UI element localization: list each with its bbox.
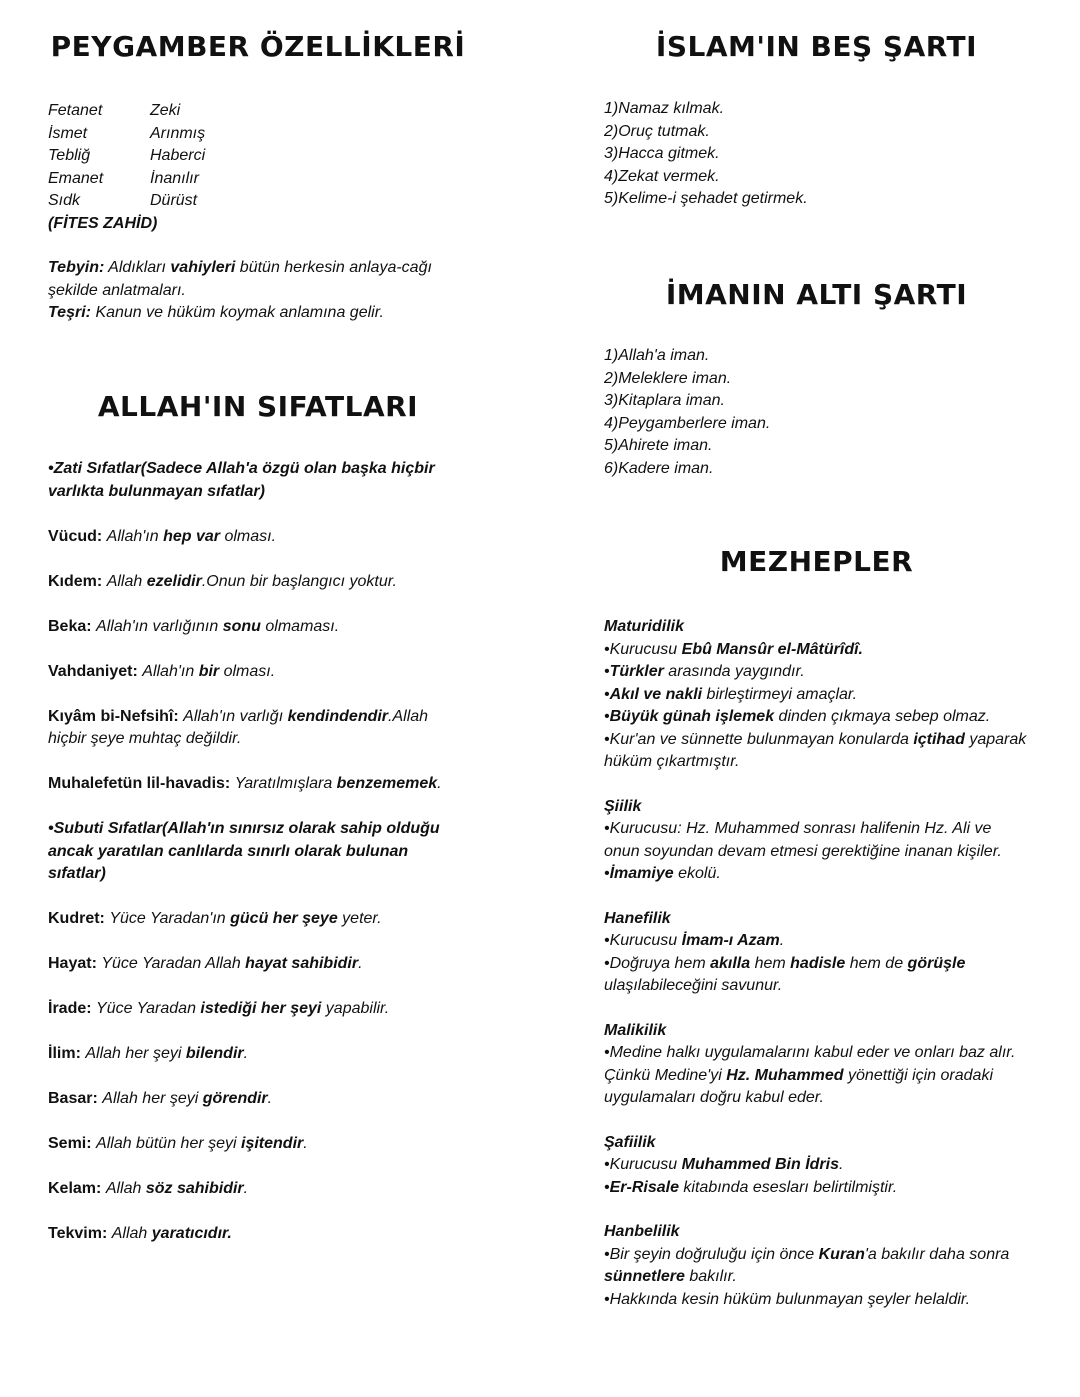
mezhep-name: Malikilik — [604, 1021, 667, 1039]
peygamber-pairs — [48, 100, 468, 213]
body-text: . — [243, 1180, 249, 1197]
emphasis-text: Büyük günah işlemek — [609, 708, 775, 725]
emphasis-text: benzememek — [336, 775, 438, 792]
sifat-item — [48, 953, 468, 976]
emphasis-text: görüşle — [907, 954, 966, 972]
quality-meaning: Zeki — [150, 102, 181, 119]
emphasis-text: sonu — [222, 617, 261, 635]
quality-name: Tebliğ — [48, 147, 91, 164]
emphasis-text: istediği her şeyi — [200, 1000, 322, 1017]
emphasis-text: Akıl ve nakli — [609, 685, 703, 703]
peygamber-title: PEYGAMBER ÖZELLİKLERİ — [50, 30, 466, 63]
list-item: 4)Peygamberlere iman. — [604, 414, 771, 432]
sifat-desc — [106, 1180, 248, 1197]
body-text: .Allah hiçbir şeye muhtaç değildir. — [48, 707, 429, 747]
quality-name: Emanet — [48, 169, 104, 187]
body-text: Allah — [111, 1225, 152, 1242]
sifat-term: İlim: — [48, 1045, 81, 1062]
body-text: . — [358, 955, 363, 972]
body-text: birleştirmeyi amaçlar. — [702, 685, 858, 703]
sifat-item — [48, 1178, 468, 1201]
quality-meaning: Dürüst — [150, 192, 198, 209]
mezhep-line — [604, 706, 1029, 729]
emphasis-text: hayat sahibidir — [245, 955, 359, 972]
list-item: 4)Zekat vermek. — [604, 167, 720, 185]
mezhep-line — [604, 639, 1029, 662]
body-text: Allah'ın — [106, 527, 164, 545]
emphasis-text: Muhammed Bin İdris — [681, 1156, 839, 1173]
body-text: . — [303, 1135, 308, 1152]
mezhep-section — [604, 908, 1029, 998]
quality-meaning: İnanılır — [150, 169, 199, 187]
sifat-desc — [96, 1000, 389, 1017]
sifat-term: Vücud: — [48, 527, 103, 545]
mezhep-name: Hanefilik — [604, 909, 671, 927]
body-text: Allah bütün her şeyi — [96, 1135, 242, 1152]
mezhep-line — [604, 684, 1029, 707]
body-text: olmaması. — [260, 617, 340, 635]
sifat-term: Kelam: — [48, 1180, 102, 1197]
sifat-desc — [101, 955, 362, 972]
body-text: • — [604, 1178, 610, 1196]
list-item: 1)Allah'a iman. — [604, 347, 710, 364]
body-text: •Kurucusu — [604, 1156, 682, 1173]
body-text: Allah her şeyi — [102, 1090, 203, 1107]
subuti-heading: •Subuti Sıfatlar(Allah'ın sınırsız olarak sahip olduğu ancak yaratılan canlılarda sınırlı olarak bulunan sıfatlar) — [48, 820, 440, 882]
mezhep-line — [604, 729, 1029, 774]
sifat-desc — [235, 775, 442, 792]
sifat-term: Kıyâm bi-Nefsihî: — [48, 707, 179, 725]
body-text: •Kurucusu: Hz. Muhammed sonrası halifenin Hz. Ali ve onun soyundan devam etmesi gerektiğine inanan kişiler. — [604, 820, 1002, 860]
mezhep-name: Şiilik — [604, 797, 642, 815]
body-text: ekolü. — [673, 865, 721, 882]
quality-name: Fetanet — [48, 102, 103, 119]
mezhep-line — [604, 930, 1029, 953]
sifat-item — [48, 526, 468, 549]
emphasis-text: Türkler — [609, 663, 664, 680]
sifat-item — [48, 661, 468, 684]
subuti-list — [48, 908, 468, 1246]
mezhep-name: Şafiilik — [604, 1133, 656, 1151]
emphasis-text: bilendir — [185, 1045, 244, 1062]
iman-title: İMANIN ALTI ŞARTI — [665, 278, 968, 311]
sifat-desc — [85, 1045, 248, 1062]
mezhep-line — [604, 661, 1029, 684]
emphasis-text: hadisle — [790, 954, 846, 972]
mezhep-name: Hanbelilik — [604, 1223, 680, 1240]
sifatlar-block — [48, 458, 468, 1268]
body-text: • — [604, 685, 610, 703]
list-item: 3)Hacca gitmek. — [604, 145, 720, 162]
mezhep-section — [604, 796, 1029, 886]
body-text: bakılır. — [684, 1268, 737, 1285]
body-text: •Hakkında kesin hüküm bulunmayan şeyler helaldir. — [604, 1290, 971, 1308]
emphasis-text: kendindendir — [287, 707, 389, 725]
sifat-desc — [96, 618, 339, 635]
body-text: olması. — [219, 662, 276, 680]
emphasis-text: sünnetlere — [604, 1268, 685, 1285]
body-text: Allah'ın — [142, 662, 199, 680]
tesri: Teşri: Kanun ve hüküm koymak anlamına gelir. — [48, 304, 384, 321]
sifat-desc — [109, 910, 381, 927]
sifat-term: Tekvim: — [48, 1225, 108, 1242]
sifat-item — [48, 571, 468, 594]
sifat-term: Basar: — [48, 1090, 98, 1107]
mezhep-name: Maturidilik — [604, 618, 685, 635]
body-text: Allah — [106, 572, 147, 590]
sifat-term: Muhalefetün lil-havadis: — [48, 775, 231, 792]
list-item: 5)Kelime-i şehadet getirmek. — [604, 190, 808, 207]
mezhep-line — [604, 953, 1029, 998]
sifat-term: Vahdaniyet: — [48, 662, 138, 680]
body-text: .Onun bir başlangıcı yoktur. — [201, 572, 397, 590]
emphasis-text: hep var — [163, 527, 221, 545]
body-text: •Kurucusu — [604, 640, 682, 658]
sifat-desc — [142, 663, 275, 680]
sifat-item — [48, 1133, 468, 1156]
zati-heading: •Zati Sıfatlar(Sadece Allah'a özgü olan başka hiçbir varlıkta bulunmayan sıfatlar) — [48, 460, 435, 500]
body-text: •Kur'an ve sünnette bulunmayan konularda — [604, 730, 914, 748]
body-text: . — [243, 1045, 249, 1062]
body-text: hem — [750, 954, 791, 972]
emphasis-text: Hz. Muhammed — [726, 1066, 844, 1084]
zati-list — [48, 526, 468, 796]
body-text: Yaratılmışlara — [234, 775, 337, 792]
body-text: Yüce Yaradan Allah — [101, 955, 246, 972]
islam-list — [604, 98, 1029, 211]
list-item: 2)Meleklere iman. — [604, 369, 732, 387]
emphasis-text: gücü her şeye — [230, 910, 338, 927]
body-text: Yüce Yaradan'ın — [109, 910, 231, 927]
mezhep-line — [604, 1289, 1029, 1312]
emphasis-text: Kuran — [818, 1245, 865, 1263]
emphasis-text: işitendir — [241, 1135, 304, 1152]
peygamber-block — [48, 100, 468, 325]
list-item: 3)Kitaplara iman. — [604, 392, 725, 409]
mezhep-line — [604, 818, 1029, 863]
body-text: yeter. — [337, 910, 382, 927]
emphasis-text: içtihad — [913, 730, 965, 748]
body-text: . — [779, 932, 785, 949]
body-text: yapabilir. — [321, 1000, 390, 1017]
quality-name: İsmet — [48, 124, 88, 142]
body-text: Allah her şeyi — [85, 1045, 186, 1062]
quality-meaning: Arınmış — [150, 124, 206, 142]
mezhep-section — [604, 616, 1029, 774]
body-text: Allah'ın varlığı — [183, 707, 288, 725]
emphasis-text: söz sahibidir — [145, 1180, 244, 1197]
body-text: 'a bakılır daha sonra — [864, 1245, 1010, 1263]
body-text: dinden çıkmaya sebep olmaz. — [774, 708, 991, 725]
emphasis-text: yaratıcıdır. — [151, 1225, 232, 1242]
sifat-desc — [107, 528, 276, 545]
list-item: 2)Oruç tutmak. — [604, 122, 710, 140]
sifat-desc — [102, 1090, 272, 1107]
list-item: 1)Namaz kılmak. — [604, 100, 725, 117]
mezhep-line — [604, 1042, 1029, 1110]
emphasis-text: akılla — [710, 954, 751, 972]
list-item: 5)Ahirete iman. — [604, 437, 713, 454]
body-text: olması. — [220, 527, 277, 545]
quality-name: Sıdk — [48, 192, 81, 209]
body-text: hem de — [845, 954, 908, 972]
mezhep-list — [604, 616, 1029, 1333]
mezhepler-title: MEZHEPLER — [719, 545, 914, 578]
body-text: ulaşılabileceğini savunur. — [604, 977, 783, 994]
sifat-item — [48, 616, 468, 639]
islam-title: İSLAM'IN BEŞ ŞARTI — [655, 30, 978, 63]
mezhep-section — [604, 1221, 1029, 1311]
quality-meaning: Haberci — [150, 147, 206, 164]
emphasis-text: bir — [198, 662, 220, 680]
sifat-term: İrade: — [48, 1000, 92, 1017]
sifatlar-title: ALLAH'IN SIFATLARI — [97, 390, 419, 423]
acronym: (FİTES ZAHİD) — [48, 214, 158, 232]
sifat-desc — [112, 1225, 232, 1242]
sifat-term: Kıdem: — [48, 572, 103, 590]
body-text: . — [267, 1090, 273, 1107]
sifat-term: Kudret: — [48, 910, 105, 927]
body-text: •Kurucusu — [604, 932, 682, 949]
body-text: •Medine halkı uygulamalarını kabul eder ve onları baz alır. Çünkü Medine'yi — [604, 1044, 1016, 1084]
iman-list — [604, 345, 1029, 480]
sifat-item — [48, 1043, 468, 1066]
mezhep-line — [604, 1154, 1029, 1177]
body-text: Allah — [105, 1180, 146, 1197]
mezhep-line — [604, 863, 1029, 886]
body-text: • — [604, 865, 610, 882]
sifat-item — [48, 908, 468, 931]
emphasis-text: İmamiye — [609, 865, 674, 882]
body-text: • — [604, 663, 610, 680]
body-text: arasında yaygındır. — [663, 663, 805, 680]
emphasis-text: görendir — [202, 1090, 268, 1107]
sifat-item — [48, 998, 468, 1021]
body-text: yaparak hüküm çıkartmıştır. — [604, 730, 1027, 770]
mezhep-line — [604, 1244, 1029, 1289]
body-text: •Doğruya hem — [604, 954, 711, 972]
emphasis-text: Ebû Mansûr el-Mâtürîdî. — [681, 640, 863, 658]
mezhep-section — [604, 1132, 1029, 1200]
body-text: Yüce Yaradan — [96, 1000, 201, 1017]
mezhep-section — [604, 1020, 1029, 1110]
sifat-term: Semi: — [48, 1135, 92, 1152]
mezhep-line — [604, 1177, 1029, 1200]
emphasis-text: İmam-ı Azam — [681, 932, 780, 949]
emphasis-text: ezelidir — [146, 572, 202, 590]
sifat-item — [48, 1088, 468, 1111]
sifat-term: Hayat: — [48, 955, 97, 972]
sifat-desc — [107, 573, 397, 590]
sifat-item — [48, 1223, 468, 1246]
body-text: • — [604, 708, 610, 725]
body-text: . — [839, 1156, 844, 1173]
sifat-term: Beka: — [48, 617, 92, 635]
emphasis-text: Er-Risale — [609, 1178, 679, 1196]
body-text: . — [437, 775, 442, 792]
sifat-item — [48, 706, 468, 751]
body-text: Allah'ın varlığının — [96, 617, 223, 635]
body-text: kitabında esesları belirtilmiştir. — [678, 1178, 898, 1196]
sifat-item — [48, 773, 468, 796]
sifat-desc — [96, 1135, 308, 1152]
body-text: •Bir şeyin doğruluğu için önce — [604, 1245, 819, 1263]
tebyin: Tebyin: Aldıkları vahiyleri bütün herkesin anlaya-cağı şekilde anlatmaları. — [48, 259, 432, 299]
body-text: yönettiği için oradaki uygulamaları doğru kabul eder. — [604, 1066, 993, 1106]
list-item: 6)Kadere iman. — [604, 459, 714, 477]
